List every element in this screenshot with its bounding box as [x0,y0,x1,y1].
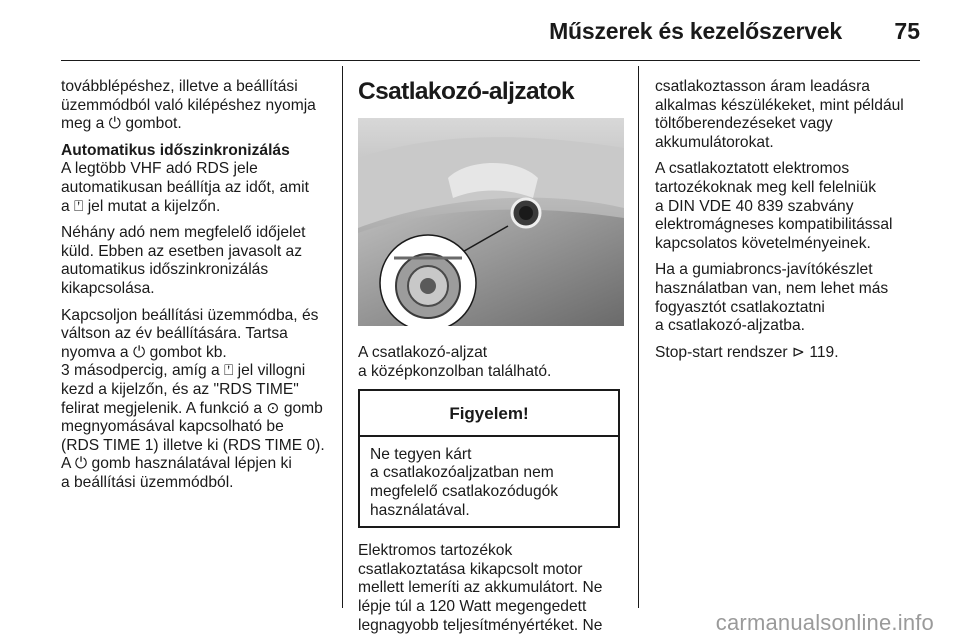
console-drawing [358,118,624,326]
column-right [655,78,925,370]
paragraph: Néhány adó nem megfelelő időjelet küld. Ebben az esetben javasolt az automatikus időszinkronizálás kikapcsolása. [61,224,306,297]
warning-title: Figyelem! [360,391,618,437]
warning-box [358,389,620,528]
page-number: 75 [894,18,920,44]
paragraph: csatlakoztasson áram leadásra alkalmas készülékeket, mint például töltőberendezéseket vagy akkumulátorokat. [655,78,904,151]
header-divider [61,60,920,61]
column-middle [358,78,624,643]
paragraph: Ha a gumiabroncs-javítókészlet használatban van, nem lehet más fogyasztót csatlakoztatni a csatlakozó-aljzatba. [655,261,889,335]
section-title: Csatlakozó-aljzatok [358,78,574,105]
watermark: carmanualsonline.info [715,610,934,635]
paragraph: A legtöbb VHF adó RDS jele automatikusan beállítja az időt, amit a ⍞ jel mutat a kijelzőn. [61,160,309,215]
column-divider-right [638,66,639,608]
column-divider-left [342,66,343,608]
cross-reference: Stop-start rendszer ⊳ 119. [655,343,839,361]
header-title: Műszerek és kezelőszervek [549,18,842,44]
power-outlet-illustration [358,118,624,326]
paragraph: továbblépéshez, illetve a beállítási üzemmódból való kilépéshez nyomja meg a ⏻ gombot. [61,78,316,133]
warning-text: Ne tegyen kárt a csatlakozóaljzatban nem megfelelő csatlakozódugók használatával. [370,445,559,519]
subheading: Automatikus időszinkronizálás [61,141,290,159]
figure-caption: A csatlakozó-aljzat a középkonzolban található. [358,344,552,380]
paragraph: Elektromos tartozékok csatlakoztatása kikapcsolt motor mellett lemeríti az akkumulátort. Ne lépje túl a 120 Watt megengedett legnagyobb teljesítményértéket. Ne [358,542,603,634]
column-left [61,78,331,500]
paragraph: A csatlakoztatott elektromos tartozékoknak meg kell felelniük a DIN VDE 40 839 szabvány elektromágneses kompatibilitással kapcsolatos követelményeinek. [655,160,893,252]
paragraph: Kapcsoljon beállítási üzemmódba, és váltson az év beállítására. Tartsa nyomva a ⏻ gombot kb. 3 másodpercig, amíg a ⍞ jel villogni kezd a kijelzőn, és az "RDS TIME" felirat megjelenik. A funkció a ⊙ gomb megnyomásával kapcsolható be (RDS TIME 1) illetve ki (RDS TIME 0). A ⏻ gomb használatával lépjen ki a beállítási üzemmódból. [61,306,325,491]
